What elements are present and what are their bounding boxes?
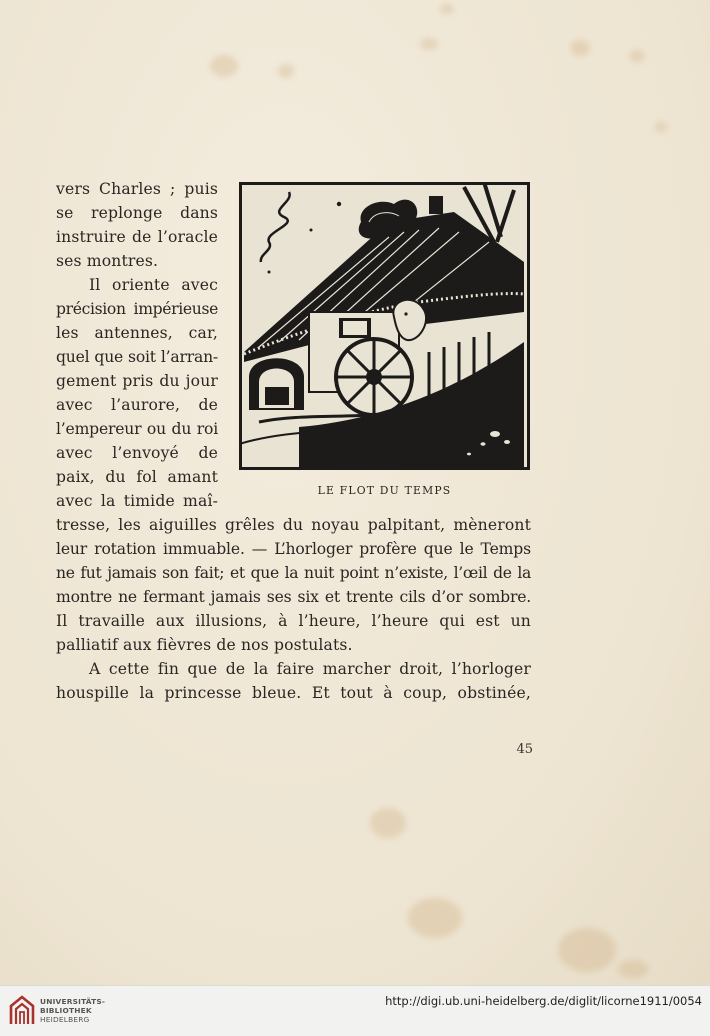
text-line: montre ne fermant jamais ses six et trente cils d’or sombre. (56, 588, 531, 606)
text-line: tresse, les aiguilles grêles du noyau palpitant, mèneront (56, 516, 531, 534)
institution-name (40, 997, 105, 1024)
text-line: l’empereur ou du roi (56, 420, 218, 438)
institution-line: HEIDELBERG (40, 1015, 90, 1024)
text-line: paix, du fol amant (56, 468, 218, 486)
text-line: ne fut jamais son fait; et que la nuit point n’existe, l’œil de la (56, 564, 531, 582)
text-line: leur rotation immuable. — L’horloger profère que le Temps (56, 540, 531, 558)
footer-bar (0, 985, 710, 1036)
watermill-woodcut-image (239, 182, 530, 470)
university-library-logo-icon[interactable] (8, 994, 36, 1026)
text-line: gement pris du jour (56, 372, 218, 390)
illustration-caption: LE FLOT DU TEMPS (317, 484, 452, 497)
institution-line: UNIVERSITÄTS- (40, 997, 106, 1006)
text-line: ses montres. (56, 252, 159, 270)
woodcut-illustration (239, 182, 530, 470)
text-line: avec l’aurore, de (56, 396, 218, 414)
text-line: vers Charles ; puis (56, 180, 218, 198)
text-line: houspille la princesse bleue. Et tout à coup, obstinée, (56, 684, 531, 702)
text-line: A cette fin que de la faire marcher droit, l’horloger (89, 660, 531, 678)
text-line: avec l’envoyé de (56, 444, 218, 462)
text-line: précision impérieuse (56, 300, 218, 318)
text-line: quel que soit l’arran- (56, 348, 218, 366)
text-line: palliatif aux fièvres de nos postulats. (56, 636, 353, 654)
text-line: avec la timide maî- (56, 492, 218, 510)
text-line: les antennes, car, (56, 324, 218, 342)
page-number: 45 (516, 742, 533, 757)
text-line: instruire de l’oracle (56, 228, 218, 246)
institution-line: BIBLIOTHEK (40, 1006, 92, 1015)
source-url-link[interactable]: http://digi.ub.uni-heidelberg.de/diglit/licorne1911/0054 (385, 994, 702, 1008)
text-line: se replonge dans (56, 204, 218, 222)
text-line: Il oriente avec (89, 276, 218, 294)
text-line: Il travaille aux illusions, à l’heure, l’heure qui est un (56, 612, 531, 630)
